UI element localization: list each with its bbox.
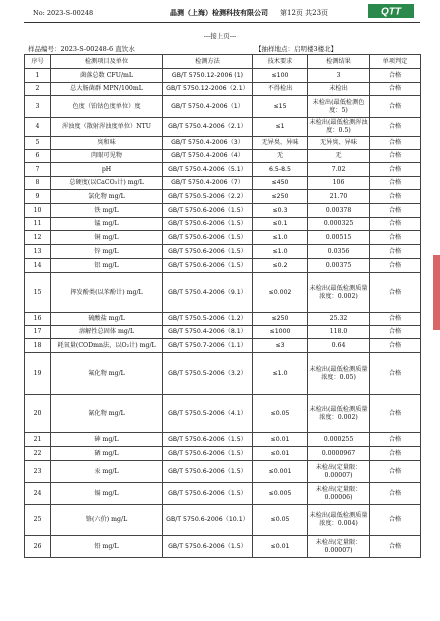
test-item: 菌落总数 CFU/mL [51, 69, 163, 83]
verdict: 合格 [370, 163, 421, 177]
table-row [25, 177, 421, 190]
row-number: 24 [25, 483, 51, 505]
test-method: GB/T 5750.6-2006（10.1） [163, 505, 253, 536]
requirement: ≤0.01 [253, 536, 308, 558]
test-result: 未检出(最低检测浑浊度：0.5) [308, 118, 370, 137]
verdict: 合格 [370, 313, 421, 326]
test-method: GB/T 5750.4-2006（9.1） [163, 273, 253, 313]
test-result: 未检出(最低检测质量浓度：0.002) [308, 395, 370, 433]
test-method: GB/T 5750.5-2006（3.2） [163, 353, 253, 395]
test-item: 硫酸盐 mg/L [51, 313, 163, 326]
verdict: 合格 [370, 245, 421, 259]
continued-marker: ---接上页--- [203, 32, 237, 40]
requirement: ≤1.0 [253, 353, 308, 395]
report-number: No: 2023-S-00248 [33, 9, 94, 17]
requirement: ≤0.002 [253, 273, 308, 313]
row-number: 12 [25, 231, 51, 245]
requirement: ≤250 [253, 313, 308, 326]
test-item: 总大肠菌群 MPN/100mL [51, 83, 163, 96]
test-method: GB/T 5750.6-2006（1.5） [163, 259, 253, 273]
test-method: GB/T 5750.4-2006（3） [163, 137, 253, 150]
test-item: 汞 mg/L [51, 461, 163, 483]
requirement: ≤15 [253, 96, 308, 118]
test-item: 铅 mg/L [51, 536, 163, 558]
verdict: 合格 [370, 150, 421, 163]
test-item: 锌 mg/L [51, 245, 163, 259]
row-number: 10 [25, 204, 51, 218]
table-row [25, 83, 421, 96]
table-row [25, 218, 421, 231]
col-header-item: 检测项目及单位 [51, 55, 163, 69]
table-body [25, 69, 421, 558]
test-method: GB/T 5750.4-2006（4） [163, 150, 253, 163]
row-number: 1 [25, 69, 51, 83]
verdict: 合格 [370, 326, 421, 339]
test-method: GB/T 5750.5-2006（2.2） [163, 190, 253, 204]
test-item: 砷 mg/L [51, 433, 163, 447]
header-divider [24, 22, 420, 23]
verdict: 合格 [370, 536, 421, 558]
test-method: GB/T 5750.12-2006（2.1） [163, 83, 253, 96]
requirement: ≤450 [253, 177, 308, 190]
test-method: GB/T 5750.4-2006（7） [163, 177, 253, 190]
table-row [25, 259, 421, 273]
test-result: 7.02 [308, 163, 370, 177]
test-result: 25.32 [308, 313, 370, 326]
test-method: GB/T 5750.6-2006（1.5） [163, 483, 253, 505]
verdict: 合格 [370, 190, 421, 204]
table-row [25, 231, 421, 245]
test-result: 0.0356 [308, 245, 370, 259]
requirement: ≤100 [253, 69, 308, 83]
requirement: ≤250 [253, 190, 308, 204]
test-item: 铝 mg/L [51, 259, 163, 273]
requirement: ≤1000 [253, 326, 308, 339]
seal-stamp-edge [433, 255, 440, 330]
test-result: 0.00375 [308, 259, 370, 273]
company-name: 晶测（上海）检测科技有限公司 [170, 8, 268, 17]
col-header-requirement: 技术要求 [253, 55, 308, 69]
test-result: 无 [308, 150, 370, 163]
row-number: 23 [25, 461, 51, 483]
col-header-no: 序号 [25, 55, 51, 69]
row-number: 7 [25, 163, 51, 177]
table-row [25, 150, 421, 163]
test-item: 氯化物 mg/L [51, 190, 163, 204]
row-number: 9 [25, 190, 51, 204]
table-row [25, 461, 421, 483]
test-item: 臭和味 [51, 137, 163, 150]
verdict: 合格 [370, 395, 421, 433]
verdict: 合格 [370, 69, 421, 83]
row-number: 13 [25, 245, 51, 259]
verdict: 合格 [370, 231, 421, 245]
test-method: GB/T 5750.6-2006（1.5） [163, 204, 253, 218]
row-number: 4 [25, 118, 51, 137]
row-number: 22 [25, 447, 51, 461]
test-result: 未检出(定量限：0.00007) [308, 461, 370, 483]
table-row [25, 483, 421, 505]
test-item: 镉 mg/L [51, 483, 163, 505]
test-method: GB/T 5750.6-2006（1.5） [163, 231, 253, 245]
row-number: 17 [25, 326, 51, 339]
test-item: 色度（铂钴色度单位）度 [51, 96, 163, 118]
test-result: 未检出(最低检测色度：5) [308, 96, 370, 118]
table-header-row [25, 55, 421, 69]
table-row [25, 395, 421, 433]
test-result: 0.00378 [308, 204, 370, 218]
requirement: ≤0.1 [253, 218, 308, 231]
test-result: 3 [308, 69, 370, 83]
test-result: 0.00515 [308, 231, 370, 245]
row-number: 8 [25, 177, 51, 190]
table-row [25, 313, 421, 326]
test-item: 总硬度(以CaCO₃计) mg/L [51, 177, 163, 190]
verdict: 合格 [370, 353, 421, 395]
requirement: ≤0.001 [253, 461, 308, 483]
test-result: 0.64 [308, 339, 370, 353]
table-row [25, 69, 421, 83]
col-header-result: 检测结果 [308, 55, 370, 69]
row-number: 16 [25, 313, 51, 326]
test-result: 未检出(最低检测质量浓度：0.002) [308, 273, 370, 313]
row-number: 11 [25, 218, 51, 231]
verdict: 合格 [370, 218, 421, 231]
requirement: ≤0.01 [253, 447, 308, 461]
table-row [25, 326, 421, 339]
verdict: 合格 [370, 447, 421, 461]
row-number: 6 [25, 150, 51, 163]
test-item: 挥发酚类(以苯酚计) mg/L [51, 273, 163, 313]
test-method: GB/T 5750.5-2006（1.2） [163, 313, 253, 326]
table-row [25, 273, 421, 313]
test-result: 未检出(定量限：0.00006) [308, 483, 370, 505]
test-item: 铬(六价) mg/L [51, 505, 163, 536]
test-result: 0.000255 [308, 433, 370, 447]
requirement: 无异臭、异味 [253, 137, 308, 150]
table-row [25, 447, 421, 461]
row-number: 3 [25, 96, 51, 118]
table-row [25, 204, 421, 218]
table-row [25, 536, 421, 558]
requirement: ≤3 [253, 339, 308, 353]
verdict: 合格 [370, 204, 421, 218]
test-result: 未检出(最低检测质量浓度：0.05) [308, 353, 370, 395]
requirement: 无 [253, 150, 308, 163]
verdict: 合格 [370, 483, 421, 505]
test-method: GB/T 5750.6-2006（1.5） [163, 461, 253, 483]
test-result: 0.000325 [308, 218, 370, 231]
test-result: 21.70 [308, 190, 370, 204]
sampling-location: 【抽样地点：启明楼3楼北】 [255, 45, 338, 53]
requirement: 6.5-8.5 [253, 163, 308, 177]
test-method: GB/T 5750.6-2006（1.5） [163, 218, 253, 231]
test-method: GB/T 5750.4-2006（8.1） [163, 326, 253, 339]
page-indicator: 第12页 共23页 [280, 9, 329, 17]
requirement: ≤0.005 [253, 483, 308, 505]
test-result: 无异臭、异味 [308, 137, 370, 150]
table-row [25, 245, 421, 259]
row-number: 14 [25, 259, 51, 273]
test-item: 铁 mg/L [51, 204, 163, 218]
test-item: 耗氧量(CODmn法，以O₂计) mg/L [51, 339, 163, 353]
verdict: 合格 [370, 83, 421, 96]
requirement: ≤1.0 [253, 245, 308, 259]
test-method: GB/T 5750.6-2006（1.5） [163, 433, 253, 447]
table-row [25, 190, 421, 204]
row-number: 18 [25, 339, 51, 353]
test-results-table [24, 54, 421, 558]
verdict: 合格 [370, 461, 421, 483]
row-number: 15 [25, 273, 51, 313]
test-item: pH [51, 163, 163, 177]
row-number: 25 [25, 505, 51, 536]
table-row [25, 137, 421, 150]
requirement: ≤0.2 [253, 259, 308, 273]
test-method: GB/T 5750.4-2006（2.1） [163, 118, 253, 137]
verdict: 合格 [370, 118, 421, 137]
row-number: 19 [25, 353, 51, 395]
test-item: 溶解性总固体 mg/L [51, 326, 163, 339]
col-header-verdict: 单项判定 [370, 55, 421, 69]
verdict: 合格 [370, 259, 421, 273]
table-row [25, 505, 421, 536]
test-item: 铜 mg/L [51, 231, 163, 245]
row-number: 26 [25, 536, 51, 558]
requirement: ≤0.3 [253, 204, 308, 218]
logo-text: QTT [381, 6, 401, 18]
verdict: 合格 [370, 137, 421, 150]
requirement: ≤1.0 [253, 231, 308, 245]
test-result: 未检出(最低检测质量浓度：0.004) [308, 505, 370, 536]
requirement: ≤0.05 [253, 505, 308, 536]
test-method: GB/T 5750.6-2006（1.5） [163, 536, 253, 558]
requirement: ≤0.05 [253, 395, 308, 433]
sample-info: 样品编号：2023-S-00248-6 直饮水 [28, 45, 135, 53]
test-method: GB/T 5750.4-2006（1） [163, 96, 253, 118]
test-method: GB/T 5750.6-2006（1.5） [163, 447, 253, 461]
verdict: 合格 [370, 177, 421, 190]
test-item: 氟化物 mg/L [51, 353, 163, 395]
requirement: ≤1 [253, 118, 308, 137]
test-item: 锰 mg/L [51, 218, 163, 231]
col-header-method: 检测方法 [163, 55, 253, 69]
table-row [25, 163, 421, 177]
test-method: GB/T 5750.4-2006（5.1） [163, 163, 253, 177]
requirement: 不得检出 [253, 83, 308, 96]
table-row [25, 433, 421, 447]
test-item: 氰化物 mg/L [51, 395, 163, 433]
row-number: 5 [25, 137, 51, 150]
verdict: 合格 [370, 433, 421, 447]
verdict: 合格 [370, 96, 421, 118]
test-result: 未检出 [308, 83, 370, 96]
test-method: GB/T 5750.5-2006（4.1） [163, 395, 253, 433]
test-method: GB/T 5750.6-2006（1.5） [163, 245, 253, 259]
table-row [25, 118, 421, 137]
table-row [25, 353, 421, 395]
test-item: 硒 mg/L [51, 447, 163, 461]
row-number: 21 [25, 433, 51, 447]
test-result: 106 [308, 177, 370, 190]
test-method: GB/T 5750.12-2006 (1) [163, 69, 253, 83]
test-item: 肉眼可见物 [51, 150, 163, 163]
table-row [25, 339, 421, 353]
test-result: 0.0000967 [308, 447, 370, 461]
row-number: 2 [25, 83, 51, 96]
company-logo [368, 4, 414, 18]
verdict: 合格 [370, 339, 421, 353]
page-header [0, 0, 440, 26]
verdict: 合格 [370, 505, 421, 536]
row-number: 20 [25, 395, 51, 433]
test-result: 未检出(定量限：0.00007) [308, 536, 370, 558]
test-item: 浑浊度（散射浑浊度单位）NTU [51, 118, 163, 137]
test-result: 118.0 [308, 326, 370, 339]
verdict: 合格 [370, 273, 421, 313]
table-row [25, 96, 421, 118]
test-method: GB/T 5750.7-2006（1.1） [163, 339, 253, 353]
requirement: ≤0.01 [253, 433, 308, 447]
